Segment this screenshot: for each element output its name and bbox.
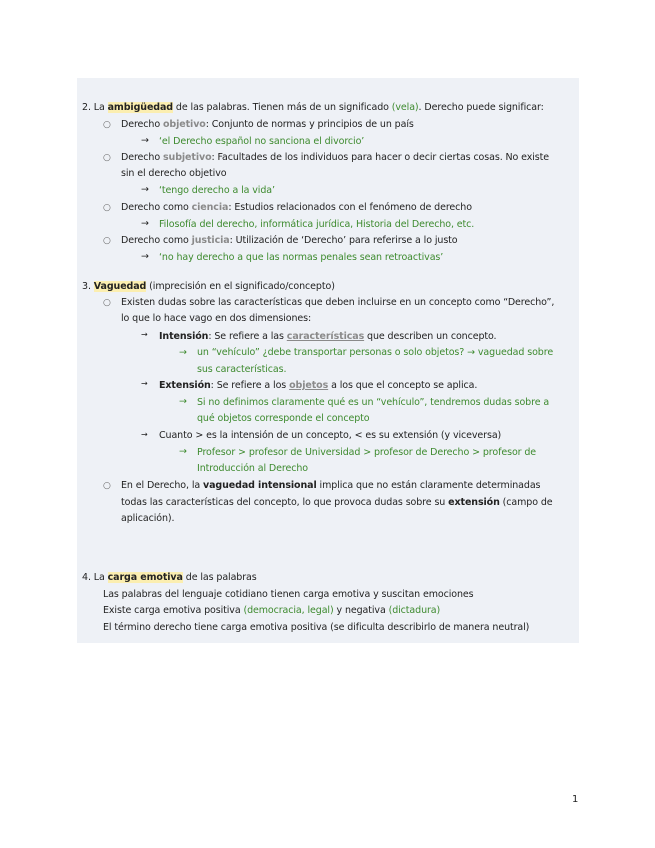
- vaguedad-derecho-cont: todas las características del concepto, lo que provoca dudas sobre su extensión (campo de: [121, 497, 553, 508]
- vaguedad-intro: Existen dudas sobre las características que deben incluirse en un concepto como “Derecho”,: [121, 297, 555, 308]
- derecho-subjetivo-cont: sin el derecho objetivo: [121, 168, 227, 179]
- arrow-icon: →: [141, 330, 148, 339]
- arrow-icon: →: [141, 430, 148, 439]
- derecho-objetivo: Derecho objetivo: Conjunto de normas y principios de un país: [121, 119, 414, 130]
- section-3-title: 3. Vaguedad (imprecisión en el significado/concepto): [82, 281, 335, 292]
- arrow-icon: →: [179, 347, 187, 358]
- derecho-justicia: Derecho como justicia: Utilización de ‘Derecho’ para referirse a lo justo: [121, 235, 458, 246]
- carga-emotiva-line-3: El término derecho tiene carga emotiva positiva (se dificulta describirlo de manera neutral): [103, 622, 530, 633]
- example-relation-cont: Introducción al Derecho: [197, 463, 308, 474]
- derecho-ciencia: Derecho como ciencia: Estudios relacionados con el fenómeno de derecho: [121, 202, 472, 213]
- vaguedad-intro-cont: lo que lo hace vago en dos dimensiones:: [121, 313, 312, 324]
- carga-emotiva-line-1: Las palabras del lenguaje cotidiano tienen carga emotiva y suscitan emociones: [103, 589, 474, 600]
- bullet-icon: ○: [103, 120, 111, 130]
- arrow-icon: →: [141, 251, 149, 262]
- example-objetivo: ‘el Derecho español no sanciona el divorcio’: [159, 136, 365, 147]
- bullet-icon: ○: [103, 298, 111, 308]
- vaguedad-derecho: En el Derecho, la vaguedad intensional implica que no están claramente determinadas: [121, 480, 541, 491]
- example-ciencia: Filosofía del derecho, informática jurídica, Historia del Derecho, etc.: [159, 219, 475, 230]
- example-relation: Profesor > profesor de Universidad > profesor de Derecho > profesor de: [197, 447, 537, 458]
- arrow-icon: →: [141, 379, 148, 388]
- intension: Intensión: Se refiere a las características que describen un concepto.: [159, 331, 497, 342]
- intension-extension-relation: Cuanto > es la intensión de un concepto, < es su extensión (y viceversa): [159, 430, 502, 441]
- bullet-icon: ○: [103, 236, 111, 246]
- example-subjetivo: ‘tengo derecho a la vida’: [159, 185, 275, 196]
- section-4-title: 4. La carga emotiva de las palabras: [82, 572, 257, 583]
- arrow-icon: →: [141, 184, 149, 195]
- example-intension-cont: sus características.: [197, 364, 287, 375]
- example-intension: un “vehículo” ¿debe transportar personas o solo objetos? → vaguedad sobre: [197, 347, 554, 358]
- vaguedad-derecho-cont2: aplicación).: [121, 513, 175, 524]
- bullet-icon: ○: [103, 153, 111, 163]
- arrow-icon: →: [141, 218, 149, 229]
- derecho-subjetivo: Derecho subjetivo: Facultades de los individuos para hacer o decir ciertas cosas. No existe: [121, 152, 550, 163]
- page-number: 1: [572, 794, 579, 805]
- extension: Extensión: Se refiere a los objetos a los que el concepto se aplica.: [159, 380, 478, 391]
- arrow-icon: →: [179, 446, 187, 457]
- example-extension-cont: qué objetos corresponde el concepto: [197, 413, 370, 424]
- arrow-icon: →: [141, 135, 149, 146]
- example-justicia: ‘no hay derecho a que las normas penales sean retroactivas’: [159, 252, 444, 263]
- arrow-icon: →: [179, 396, 187, 407]
- section-2-title: 2. La ambigüedad de las palabras. Tienen más de un significado (vela). Derecho puede significar:: [82, 102, 544, 113]
- bullet-icon: ○: [103, 481, 111, 491]
- example-extension: Si no definimos claramente qué es un “vehículo”, tendremos dudas sobre a: [197, 397, 550, 408]
- carga-emotiva-line-2: Existe carga emotiva positiva (democracia, legal) y negativa (dictadura): [103, 605, 441, 616]
- bullet-icon: ○: [103, 203, 111, 213]
